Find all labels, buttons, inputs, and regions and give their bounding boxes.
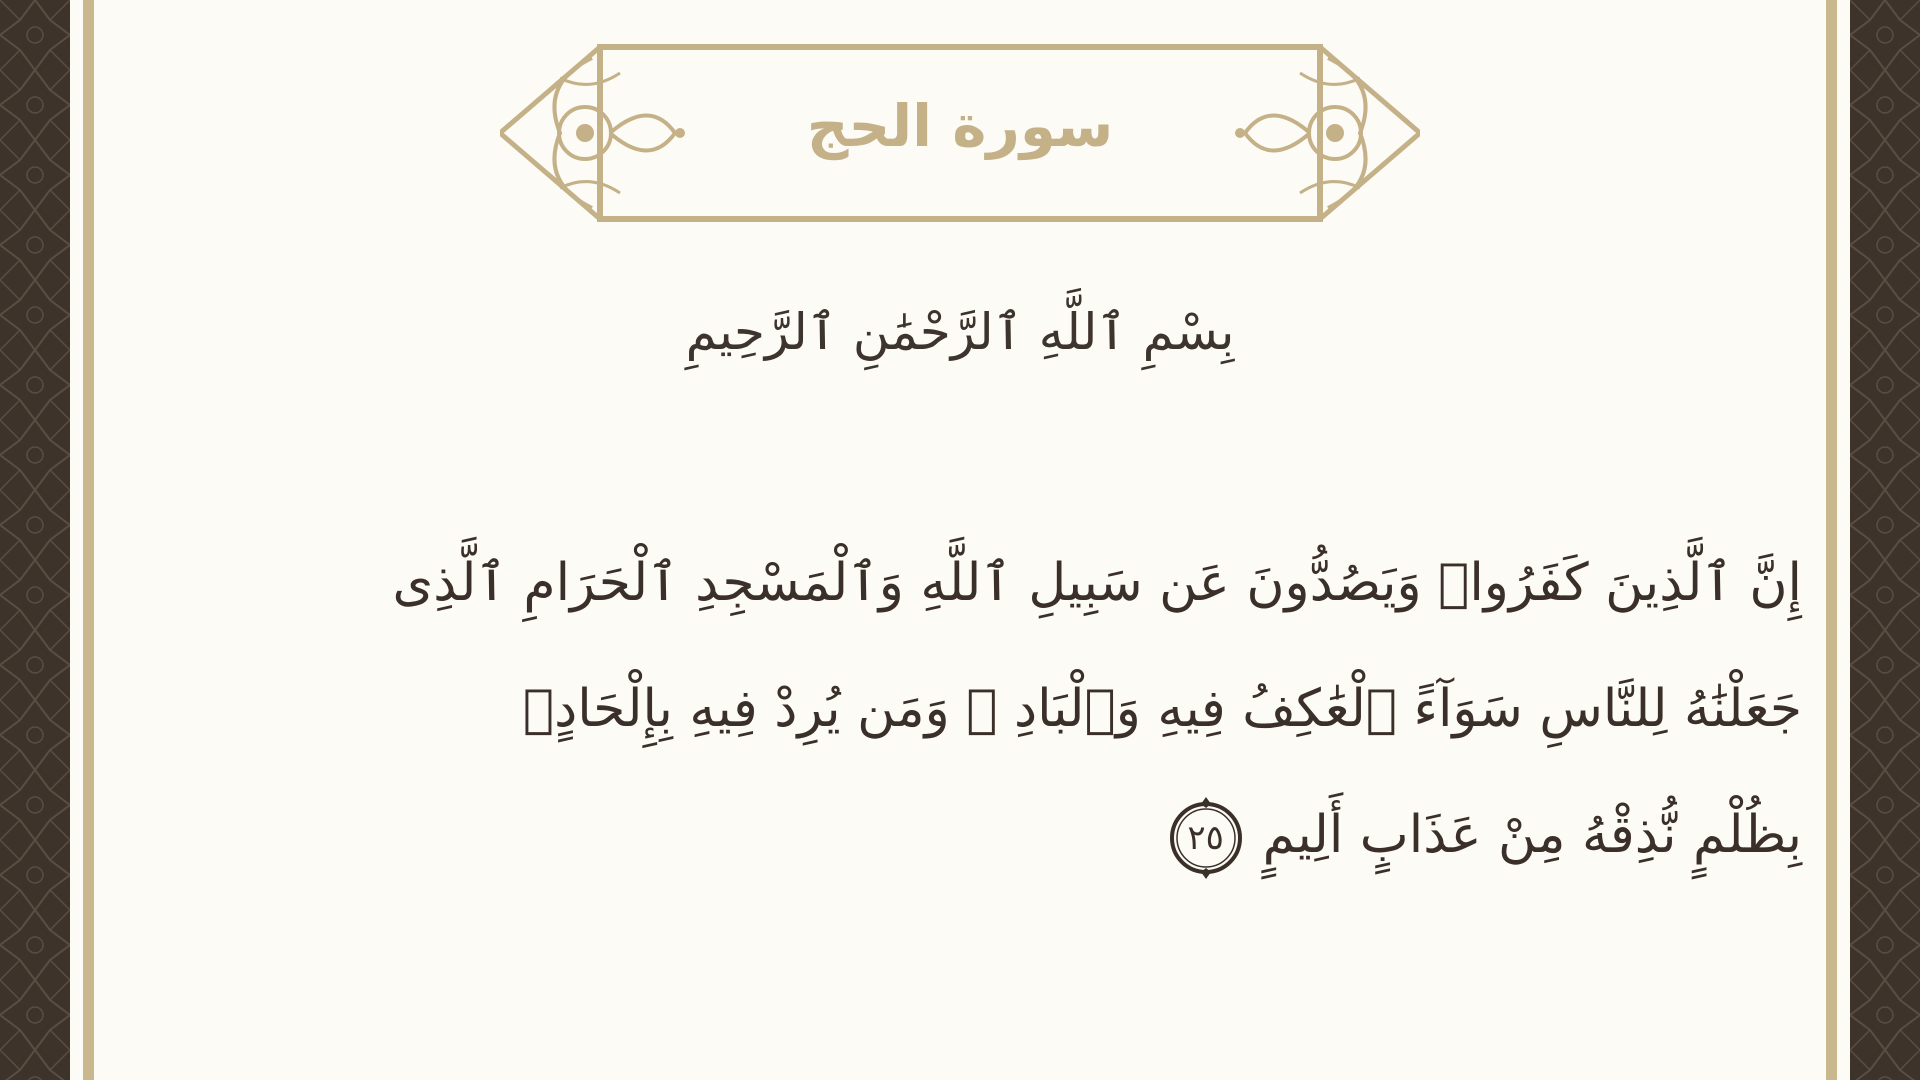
verse-line-3-text: بِظُلْمٍ نُّذِقْهُ مِنْ عَذَابٍ أَلِيمٍ: [1262, 805, 1802, 865]
verse-line-3: [242, 772, 1802, 898]
verse-line-1: إِنَّ ٱلَّذِينَ كَفَرُوا۟ وَيَصُدُّونَ عَن سَبِيلِ ٱللَّهِ وَٱلْمَسْجِدِ ٱلْحَرَامِ ٱلَّذِى: [392, 553, 1802, 613]
verse-text: [242, 520, 1802, 898]
ayah-number: ٢٥: [1187, 818, 1224, 858]
surah-title-frame: [500, 38, 1420, 228]
left-gold-rule: [83, 0, 94, 1080]
verse-line-2: جَعَلْنَٰهُ لِلنَّاسِ سَوَآءً ٱلْعَٰكِفُ فِيهِ وَٱلْبَادِ ۚ وَمَن يُرِدْ فِيهِ بِإِلْحَادٍۭ: [522, 679, 1802, 739]
geometric-pattern-icon: [0, 0, 70, 1080]
right-gold-rule: [1826, 0, 1837, 1080]
right-decorative-border: [1850, 0, 1920, 1080]
left-decorative-border: [0, 0, 70, 1080]
basmala: بِسْمِ ٱللَّهِ ٱلرَّحْمَٰنِ ٱلرَّحِيمِ: [685, 303, 1235, 361]
surah-title: سورة الحج: [806, 92, 1114, 160]
ayah-number-marker: [1163, 795, 1249, 881]
geometric-pattern-icon: [1850, 0, 1920, 1080]
